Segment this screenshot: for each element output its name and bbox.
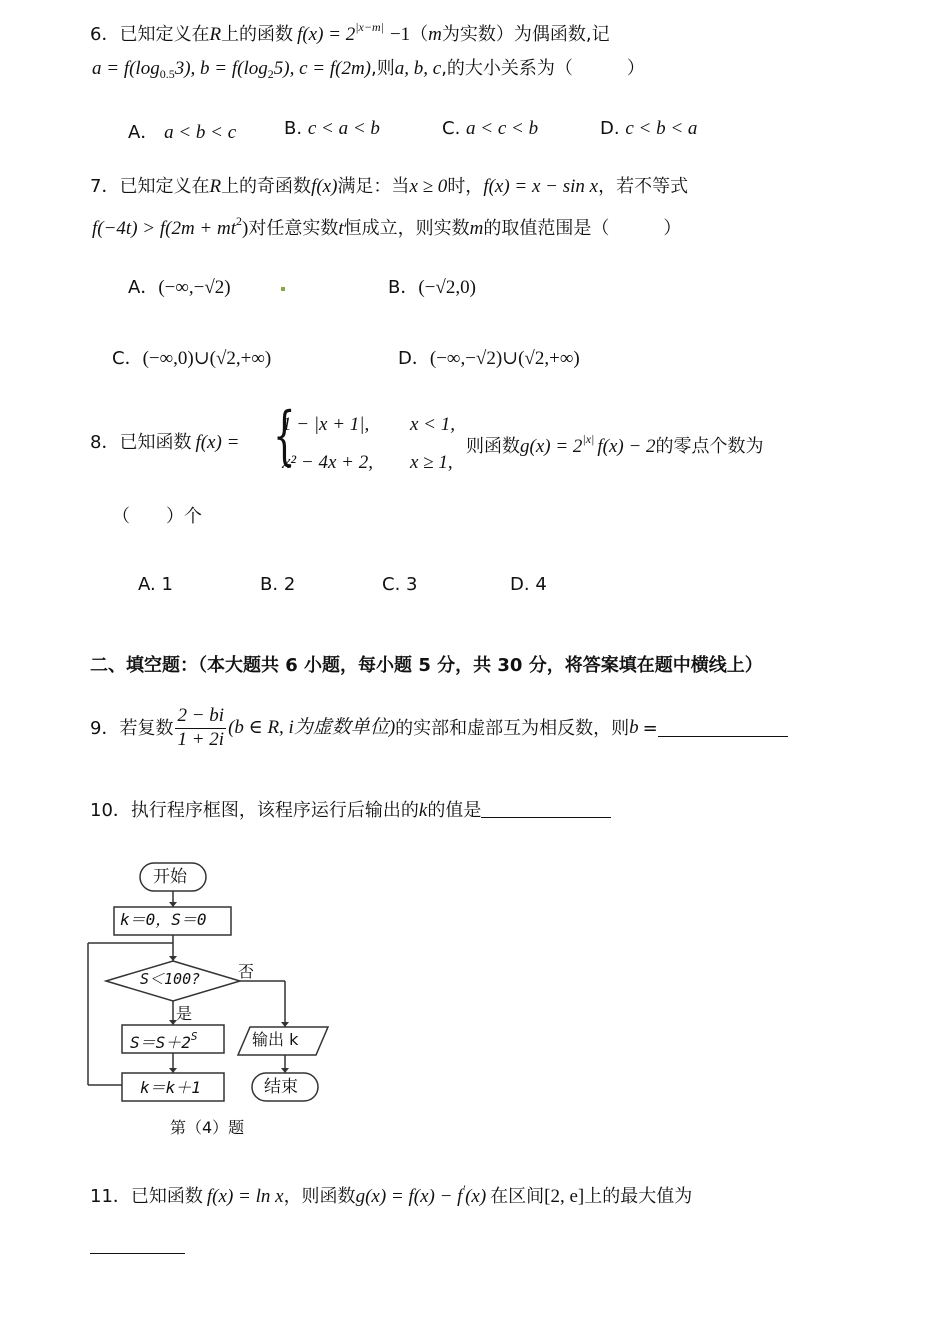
q8-f: f(x) = bbox=[195, 432, 240, 453]
option-math: a < b < c bbox=[164, 122, 237, 143]
q7-text3: 满足：当 bbox=[337, 176, 410, 197]
q11-interval: [2, e] bbox=[544, 1186, 585, 1207]
q11-answer-line[interactable] bbox=[90, 1236, 185, 1258]
q7-text2: 上的奇函数 bbox=[221, 176, 312, 197]
flowchart-end-label: 结束 bbox=[264, 1077, 298, 1097]
q8-option-b bbox=[260, 574, 295, 595]
q8-tail: 的零点个数为 bbox=[655, 436, 764, 457]
option-value: 3 bbox=[406, 574, 418, 595]
q11-answer-blank[interactable] bbox=[90, 1237, 185, 1254]
q8-case1-cond: x < 1, bbox=[410, 414, 456, 435]
flowchart-update-k-label: k＝k＋1 bbox=[140, 1078, 201, 1097]
q7-option-a bbox=[128, 273, 231, 299]
flowchart-no-label: 否 bbox=[238, 962, 255, 981]
q8-lead bbox=[90, 432, 239, 455]
q8-g-exp: |x| bbox=[582, 432, 595, 446]
option-math: (−∞,−√2)∪(√2,+∞) bbox=[429, 348, 580, 369]
q11-tail: 上的最大值为 bbox=[584, 1186, 693, 1207]
q7-option-c bbox=[112, 344, 271, 370]
q6-line2 bbox=[92, 58, 645, 81]
option-label: A． bbox=[128, 122, 159, 143]
q6-a-def: a = f(log bbox=[92, 58, 160, 79]
q8-case2-cond: x ≥ 1, bbox=[410, 452, 453, 473]
flowchart-caption: 第（4）题 bbox=[170, 1118, 245, 1137]
q9-tail: 的实部和虚部互为相反数，则 bbox=[395, 717, 630, 739]
q11-f: f(x) = ln x bbox=[206, 1186, 284, 1207]
q6-option-c bbox=[442, 118, 538, 140]
q6-text2: 上的函数 bbox=[221, 24, 294, 45]
q6-sub2: 2 bbox=[267, 67, 274, 81]
flowchart bbox=[80, 855, 340, 1155]
q8-brace: { bbox=[273, 399, 296, 473]
decorative-dot bbox=[281, 287, 285, 291]
q9-line bbox=[90, 705, 788, 752]
option-label: A． bbox=[128, 277, 159, 298]
q8-option-a bbox=[138, 574, 173, 595]
q7-line2 bbox=[92, 214, 681, 241]
option-label: C. bbox=[382, 574, 401, 595]
q8-g-tail: f(x) − 2 bbox=[597, 436, 656, 457]
q7-t: t bbox=[338, 218, 344, 239]
q8-rest bbox=[466, 432, 764, 459]
q9-b: b bbox=[629, 716, 639, 738]
q11-in: 在区间 bbox=[490, 1186, 545, 1207]
q9-answer-blank[interactable] bbox=[658, 720, 788, 737]
q8-text: 8．已知函数 bbox=[90, 432, 192, 453]
option-label: D. bbox=[510, 574, 530, 595]
q7-text6: 对任意实数 bbox=[248, 218, 339, 239]
q6-b-def: 3), b = f(log bbox=[174, 58, 268, 79]
option-math: (−√2,0) bbox=[418, 277, 476, 298]
q11-g-tail: (x) bbox=[465, 1186, 487, 1207]
section-heading: 二、填空题：（本大题共 6 小题，每小题 5 分，共 30 分，将答案填在题中横线上） bbox=[90, 655, 763, 676]
option-value: 2 bbox=[283, 574, 296, 595]
option-label: C. bbox=[442, 118, 461, 139]
q10-line bbox=[90, 800, 611, 823]
q6-option-d bbox=[600, 118, 697, 140]
q6-line1 bbox=[90, 20, 610, 47]
option-label: D. bbox=[600, 118, 620, 139]
option-label: A. bbox=[138, 574, 156, 595]
q8-case2-expr: x² − 4x + 2, bbox=[282, 452, 373, 473]
q8-option-c bbox=[382, 574, 417, 595]
q7-cond: x ≥ 0 bbox=[409, 176, 448, 197]
q7-text: 7．已知定义在 bbox=[90, 176, 210, 197]
update-s-text: S＝S＋2 bbox=[130, 1033, 191, 1052]
q10-k: k bbox=[418, 800, 428, 821]
q6-c-def: 5), c = f(2m) bbox=[273, 58, 372, 79]
option-label: B. bbox=[260, 574, 279, 595]
q11-g: g(x) = f(x) − f bbox=[355, 1186, 463, 1207]
q7-eq: f(x) = x − sin x bbox=[483, 176, 599, 197]
flowchart-cond-label: S＜100? bbox=[140, 970, 201, 988]
option-label: B. bbox=[284, 118, 303, 139]
q7-sup: 2 bbox=[236, 214, 243, 228]
q7-ineq: f(−4t) > f(2m + mt bbox=[92, 218, 237, 239]
q6-paren: （ bbox=[410, 24, 429, 45]
q7-close: ) bbox=[242, 218, 249, 239]
q10-tail: 的值是 bbox=[427, 800, 482, 821]
q7-f: f(x) bbox=[311, 176, 338, 197]
q6-minus-one: −1 bbox=[389, 24, 411, 45]
q6-text: 6．已知定义在 bbox=[90, 24, 210, 45]
q7-text5: ，若不等式 bbox=[598, 176, 689, 197]
q8-mid: 则函数 bbox=[466, 436, 520, 457]
option-label: B． bbox=[388, 277, 419, 298]
q6-option-a bbox=[128, 118, 236, 144]
q9-eq: = bbox=[642, 717, 658, 739]
flowchart-start-label: 开始 bbox=[153, 867, 187, 887]
q7-option-d bbox=[398, 344, 580, 370]
q8-case1-expr: 1 − |x + 1|, bbox=[282, 414, 370, 435]
option-math: (−∞,0)∪(√2,+∞) bbox=[142, 348, 272, 369]
flowchart-yes-label: 是 bbox=[176, 1004, 193, 1023]
option-math: c < b < a bbox=[625, 118, 698, 139]
q10-answer-blank[interactable] bbox=[481, 801, 611, 818]
q6-func: f(x) = 2 bbox=[297, 24, 356, 45]
q8-option-d bbox=[510, 574, 547, 595]
option-label: C． bbox=[112, 348, 143, 369]
option-value: 4 bbox=[535, 574, 547, 595]
update-s-sup: S bbox=[190, 1030, 198, 1043]
q7-line1 bbox=[90, 176, 688, 199]
q9-numerator: 2 − bi bbox=[175, 705, 226, 729]
q6-exp: |x−m| bbox=[355, 20, 384, 34]
q6-m: m bbox=[428, 24, 442, 45]
q11-mid: ，则函数 bbox=[283, 1186, 356, 1207]
q6-sub1: 0.5 bbox=[159, 67, 175, 81]
option-math: a < c < b bbox=[466, 118, 539, 139]
q10-text: 10．执行程序框图，该程序运行后输出的 bbox=[90, 800, 419, 821]
q7-text7: 恒成立，则实数 bbox=[343, 218, 470, 239]
q6-tail: ,的大小关系为（ ） bbox=[441, 58, 645, 79]
q9-fraction bbox=[175, 705, 226, 752]
flowchart-init-label: k＝0，S＝0 bbox=[120, 910, 207, 929]
q9-lead: 9．若复数 bbox=[90, 717, 174, 739]
q8-g: g(x) = 2 bbox=[520, 436, 583, 457]
q6-abc: a, b, c bbox=[394, 58, 442, 79]
q11-lead: 11．已知函数 bbox=[90, 1186, 203, 1207]
q8-line2: （ ）个 bbox=[112, 506, 202, 527]
q11-line bbox=[90, 1182, 692, 1209]
q11-g-sup: ′ bbox=[462, 1182, 466, 1196]
q6-text3: 为实数）为偶函数,记 bbox=[441, 24, 610, 45]
q7-r: R bbox=[209, 176, 222, 197]
q6-r: R bbox=[209, 24, 222, 45]
q6-then: ,则 bbox=[371, 58, 395, 79]
option-value: 1 bbox=[161, 574, 173, 595]
flowchart-update-s-label bbox=[130, 1030, 198, 1052]
flowchart-output-label: 输出 k bbox=[252, 1030, 299, 1049]
q7-m: m bbox=[469, 218, 484, 239]
option-math: c < a < b bbox=[307, 118, 380, 139]
q7-option-b bbox=[388, 273, 476, 299]
option-label: D． bbox=[398, 348, 430, 369]
q7-text8: 的取值范围是（ ） bbox=[483, 218, 682, 239]
q6-option-b bbox=[284, 118, 380, 140]
option-math: (−∞,−√2) bbox=[158, 277, 231, 298]
q9-condition: (b ∈ R, i为虚数单位) bbox=[228, 716, 396, 738]
q9-denominator: 1 + 2i bbox=[177, 728, 225, 750]
q7-text4: 时， bbox=[447, 176, 484, 197]
